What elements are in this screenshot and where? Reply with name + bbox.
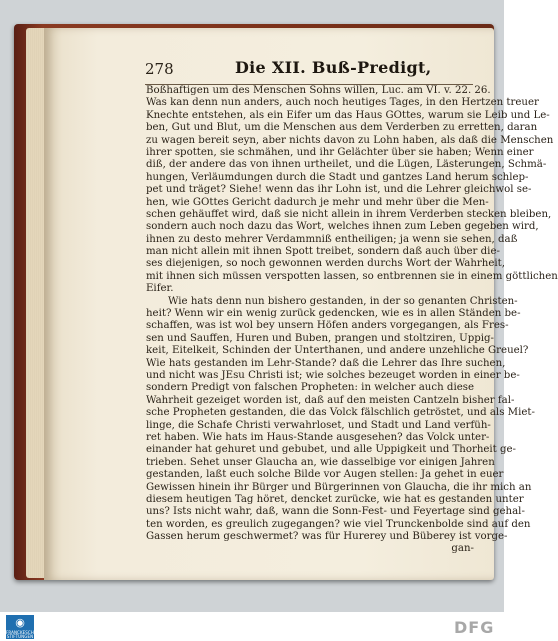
text-line: Wie hats denn nun bishero gestanden, in der so genanten Christen-	[168, 295, 518, 307]
page-number: 278	[145, 60, 174, 78]
text-line: Gassen herum geschwermet? was für Hurerey und Büberey ist vorge-	[146, 531, 508, 543]
text-line: keit, Eitelkeit, Schinden der Unterthanen, und andere unzehliche Greuel?	[146, 345, 529, 357]
running-title: Die XII. Buß-Predigt,	[235, 58, 432, 77]
text-line: Was kan denn nun anders, auch noch heutiges Tages, in den Hertzen treuer	[146, 97, 539, 109]
text-line: schaffen, was ist wol bey unsern Höfen anders vorgegangen, als Fres-	[146, 320, 509, 332]
text-line: Boßhaftigen um des Menschen Sohns willen, Luc. am VI. v. 22. 26.	[146, 85, 491, 96]
text-line: pet und träget? Siehe! wenn das ihr Lohn ist, und die Lehrer gleichwol se-	[146, 184, 532, 196]
text-line: hungen, Verläumdungen durch die Stadt und gantzes Land herum schlep-	[146, 171, 529, 183]
library-logo-text: FRANCKESCHE STIFTUNGEN	[6, 630, 37, 639]
text-line: ben, Gut und Blut, um die Menschen aus dem Verderben zu erretten, daran	[146, 122, 538, 134]
text-line: uns? Ists nicht wahr, daß, wann die Sonn-Fest- und Feyertage sind gehal-	[146, 506, 525, 518]
text-line: sondern Predigt von falschen Propheten: in welcher auch diese	[146, 382, 474, 394]
text-line: ihnen zu desto mehrer Verdammniß entheiligen; ja wenn sie sehen, daß	[146, 233, 518, 245]
viewer-footer	[0, 612, 504, 641]
text-line: Knechte entstehen, als ein Eifer um das Haus GOttes, warum sie Leib und Le-	[146, 109, 550, 121]
text-line: Wie hats gestanden im Lehr-Stande? daß die Lehrer das Ihre suchen,	[146, 357, 506, 369]
text-line: mit ihnen sich müssen verspotten lassen, so entbrennen sie in einem göttlichen	[146, 270, 558, 282]
text-line: Gewissen hinein ihr Bürger und Bürgerinnen von Glaucha, die ihr mich an	[146, 481, 532, 493]
text-line: diesem heutigen Tag höret, dencket zurücke, wie hat es gestanden unter	[146, 493, 524, 505]
text-line: sche Propheten gestanden, die das Volck fälschlich getröstet, und als Miet-	[146, 407, 535, 419]
text-line: schen gehäuffet wird, daß sie nicht allein in ihrem Verderben stecken bleiben,	[146, 208, 552, 220]
page-header	[145, 60, 475, 86]
text-line: und nicht was JEsu Christi ist; wie solches bezeuget worden in einer be-	[146, 369, 520, 381]
text-line: gestanden, laßt euch solche Bilde vor Augen stellen: Ja gehet in euer	[146, 469, 504, 481]
text-line: man nicht allein mit ihnen Spott treibet, sondern daß auch über die-	[146, 246, 500, 258]
dfg-logo[interactable]: DFG	[454, 618, 495, 637]
text-line: Wahrheit gezeiget worden ist, daß auf den meisten Cantzeln bisher fal-	[146, 394, 515, 406]
text-line: ret haben. Wie hats im Haus-Stande ausgesehen? das Volck unter-	[146, 431, 490, 443]
library-logo[interactable]	[6, 615, 37, 639]
text-line: diß, der andere das von ihnen urtheilet, und die Lügen, Lästerungen, Schmä-	[146, 159, 547, 171]
text-line: Eifer.	[146, 283, 174, 295]
text-line: sen und Sauffen, Huren und Buben, prangen und stoltziren, Uppig-	[146, 332, 494, 344]
text-line: hen, wie GOttes Gericht dadurch je mehr und mehr über die Men-	[146, 196, 489, 208]
text-line: ihrer spotten, sie schmähen, und ihr Gelächter über sie haben; Wenn einer	[146, 146, 534, 158]
catchword: gan-	[451, 543, 474, 555]
text-line: trieben. Sehet unser Glaucha an, wie dasselbige vor einigen Jahren	[146, 456, 495, 468]
text-line: heit? Wenn wir ein wenig zurück gedencken, wie es in allen Ständen be-	[146, 308, 521, 320]
body-text	[146, 85, 558, 556]
text-line: einander hat gehuret und gebubet, und alle Uppigkeit und Thorheit ge-	[146, 444, 517, 456]
text-line: linge, die Schafe Christi verwahrloset, und Stadt und Land verfüh-	[146, 419, 491, 431]
library-logo-mark: ◉	[15, 616, 25, 629]
text-line: zu wagen bereit seyn, aber nichts davon zu Lohn haben, als daß die Menschen	[146, 134, 554, 146]
text-line: ten worden, es greulich zugegangen? wie viel Trunckenbolde sind auf den	[146, 518, 531, 530]
text-line: ses diejenigen, so noch gewonnen werden durchs Wort der Wahrheit,	[146, 258, 505, 270]
text-line: sondern auch noch dazu das Wort, welches ihnen zum Leben gegeben wird,	[146, 221, 539, 233]
